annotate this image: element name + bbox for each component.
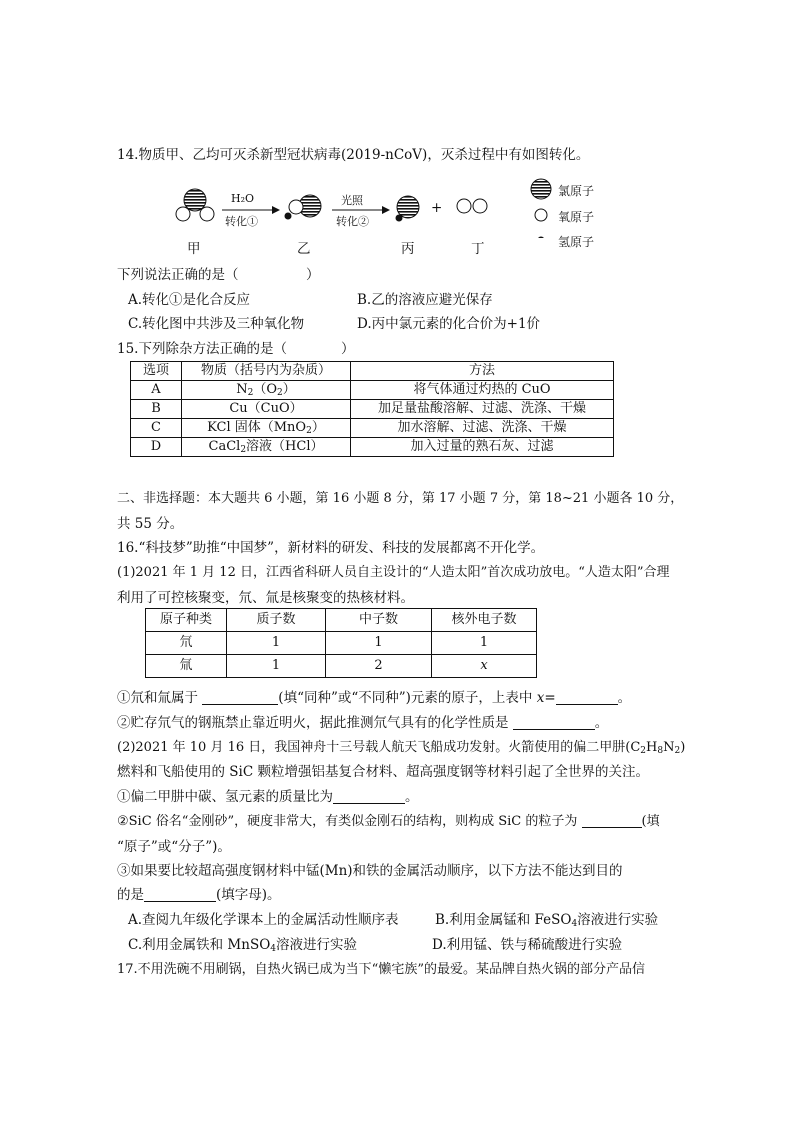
header-cell: 原子种类 bbox=[146, 609, 227, 632]
option-cell: A bbox=[131, 381, 182, 400]
q16-part1-line1: (1)2021 年 1 月 12 日，江西省科研人员自主设计的“人造太阳”首次成功放电。“人造太阳”合理 bbox=[117, 565, 670, 580]
header-cell: 物质（括号内为杂质） bbox=[182, 362, 351, 381]
neutron-cell: 1 bbox=[326, 632, 432, 655]
q16-part1-line2: 利用了可控核聚变，氘、氚是核聚变的热核材料。 bbox=[117, 590, 414, 606]
label-bing: 丙 bbox=[401, 241, 415, 257]
q16-sub1: ①氘和氚属于 (填“同种”或“不同种”)元素的原子，上表中 x= 。 bbox=[117, 690, 632, 706]
label-ding: 丁 bbox=[471, 241, 485, 257]
legend-oxygen-label: 氧原子 bbox=[558, 210, 595, 224]
q17-stem: 17.不用洗碗不用刷锅，自热火锅已成为当下“懒宅族”的最爱。某品牌自热火锅的部分产品信 bbox=[117, 962, 645, 977]
q16-sub4: ②SiC 俗名“金刚砂”，硬度非常大，有类似金刚石的结构，则构成 SiC 的粒子为 (填 bbox=[117, 814, 660, 829]
q14-option-c: C.转化图中共涉及三种氧化物 bbox=[128, 316, 305, 332]
proton-cell: 1 bbox=[227, 632, 326, 655]
header-cell: 选项 bbox=[131, 362, 182, 381]
q16-stem: 16.“科技梦”助推“中国梦”，新材料的研发、科技的发展都离不开化学。 bbox=[117, 540, 545, 556]
answer-blank[interactable] bbox=[513, 715, 595, 730]
q16-sub4-cont: “原子”或“分子”)。 bbox=[117, 839, 231, 855]
arrow1-top-label: H₂O bbox=[231, 192, 255, 205]
legend-hydrogen-symbol bbox=[538, 237, 545, 239]
q15-stem: 15.下列除杂方法正确的是（ ） bbox=[117, 341, 355, 357]
molecule-ding bbox=[457, 199, 487, 213]
substance-cell: KCl 固体（MnO$_2$） bbox=[182, 419, 351, 438]
q14-stem: 14.物质甲、乙均可灭杀新型冠状病毒(2019-nCoV)，灭杀过程中有如图转化。 bbox=[117, 147, 590, 163]
option-cell: C bbox=[131, 419, 182, 438]
arrow2-bottom-label: 转化② bbox=[336, 215, 369, 228]
table-row bbox=[131, 438, 614, 457]
molecule-yi bbox=[285, 195, 322, 220]
q16-sub5: ③如果要比较超高强度钢材料中锰(Mn)和铁的金属活动顺序，以下方法不能达到目的 bbox=[117, 863, 623, 879]
reaction-diagram bbox=[160, 178, 610, 238]
method-cell: 加足量盐酸溶解、过滤、洗涤、干燥 bbox=[351, 400, 614, 419]
legend-hydrogen-label: 氢原子 bbox=[558, 235, 595, 249]
table-row bbox=[146, 655, 537, 678]
q16-table bbox=[145, 608, 537, 678]
molecule-bing bbox=[396, 196, 420, 222]
answer-blank[interactable] bbox=[144, 887, 216, 902]
legend-oxygen-symbol bbox=[535, 209, 547, 221]
q14-option-b: B.乙的溶液应避光保存 bbox=[357, 292, 493, 308]
q14-option-d: D.丙中氯元素的化合价为+1价 bbox=[357, 316, 541, 332]
answer-blank[interactable] bbox=[582, 813, 642, 828]
q16-part2-line2: 燃料和飞船使用的 SiC 颗粒增强铝基复合材料、超高强度钢等材料引起了全世界的关注。 bbox=[117, 764, 649, 780]
q16-part2-line1: (2)2021 年 10 月 16 日，我国神舟十三号载人航天飞船成功发射。火箭使用的偏二甲肼$(C_2H_8N_2)$ bbox=[117, 740, 686, 756]
table-header-row bbox=[131, 362, 614, 381]
table-header-row bbox=[146, 609, 537, 632]
section2-line2: 共 55 分。 bbox=[117, 516, 184, 532]
legend-chlorine-label: 氯原子 bbox=[558, 184, 595, 198]
option-cell: D bbox=[131, 438, 182, 457]
q16-sub3: ①偏二甲肼中碳、氢元素的质量比为 。 bbox=[117, 789, 419, 805]
atom-cell: 氘 bbox=[146, 632, 227, 655]
answer-blank[interactable] bbox=[556, 690, 618, 705]
q15-table bbox=[130, 361, 614, 457]
q16-option-a: A.查阅九年级化学课本上的金属活动性顺序表 bbox=[128, 912, 399, 928]
header-cell: 质子数 bbox=[227, 609, 326, 632]
arrow1-bottom-label: 转化① bbox=[225, 215, 258, 228]
q16-sub5-cont: 的是 (填字母)。 bbox=[117, 887, 281, 903]
substance-cell: $N_2(O_2)$ bbox=[182, 381, 351, 400]
header-cell: 中子数 bbox=[326, 609, 432, 632]
q16-option-b: B.利用金属锰和 FeSO$_4$溶液进行实验 bbox=[435, 912, 659, 929]
q14-prompt: 下列说法正确的是（ ） bbox=[117, 267, 320, 283]
method-cell: 加入过量的熟石灰、过滤 bbox=[351, 438, 614, 457]
legend-chlorine-symbol bbox=[531, 179, 551, 199]
plus-sign: + bbox=[431, 200, 443, 216]
label-yi: 乙 bbox=[297, 241, 311, 257]
molecule-jia bbox=[176, 189, 214, 221]
q14-option-a: A.转化①是化合反应 bbox=[128, 292, 251, 308]
table-row bbox=[131, 400, 614, 419]
substance-cell: CaCl$_2$溶液（HCl） bbox=[182, 438, 351, 457]
arrow2-top-label: 光照 bbox=[341, 194, 363, 207]
section2-line1: 二、非选择题：本大题共 6 小题，第 16 小题 8 分，第 17 小题 7 分，第 18~21 小题各 10 分， bbox=[117, 491, 684, 506]
header-cell: 核外电子数 bbox=[432, 609, 537, 632]
header-cell: 方法 bbox=[351, 362, 614, 381]
table-row bbox=[131, 381, 614, 400]
q16-sub2: ②贮存氘气的钢瓶禁止靠近明火，据此推测氘气具有的化学性质是 。 bbox=[117, 715, 609, 731]
answer-blank[interactable] bbox=[333, 789, 405, 804]
electron-cell: 1 bbox=[432, 632, 537, 655]
atom-cell: 氚 bbox=[146, 655, 227, 678]
q16-option-d: D.利用锰、铁与稀硫酸进行实验 bbox=[432, 937, 623, 953]
neutron-cell: 2 bbox=[326, 655, 432, 678]
electron-cell: x bbox=[432, 655, 537, 678]
answer-blank[interactable] bbox=[202, 690, 278, 705]
method-cell: 加水溶解、过滤、洗涤、干燥 bbox=[351, 419, 614, 438]
q16-option-c: C.利用金属铁和 MnSO$_4$溶液进行实验 bbox=[128, 937, 357, 954]
method-cell: 将气体通过灼热的 CuO bbox=[351, 381, 614, 400]
table-row bbox=[131, 419, 614, 438]
substance-cell: Cu（CuO） bbox=[182, 400, 351, 419]
option-cell: B bbox=[131, 400, 182, 419]
label-jia: 甲 bbox=[187, 241, 201, 257]
proton-cell: 1 bbox=[227, 655, 326, 678]
table-row bbox=[146, 632, 537, 655]
